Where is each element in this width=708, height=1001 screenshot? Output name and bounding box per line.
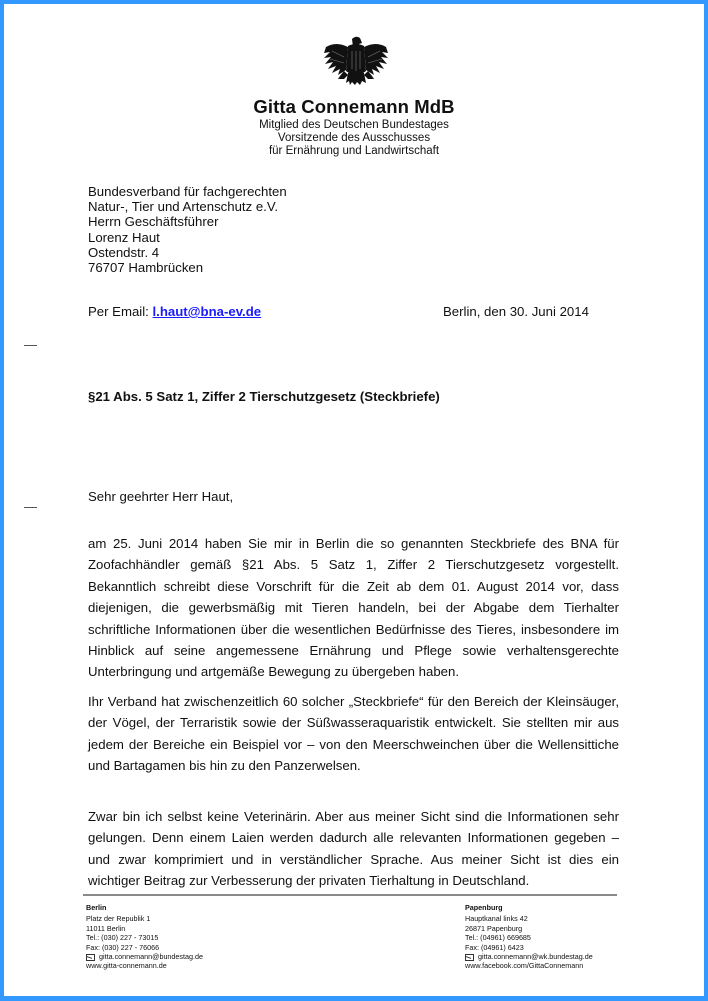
recipient-line: Lorenz Haut xyxy=(88,229,160,245)
footer-heading: Berlin xyxy=(86,903,107,912)
recipient-line: Natur-, Tier und Artenschutz e.V. xyxy=(88,199,279,215)
body-paragraph-2: Ihr Verband hat zwischenzeitlich 60 solcher „Steckbriefe“ für den Bereich der Kleinsäuger, der Vögel, der Terraristik sowie der Süßwasseraquaristik entwickelt. Sie stellten mir aus jedem der Bereiche ein Beispiel vor – von den Meerschweinchen über die Wellensittiche und Bartagamen bis hin zu den Panzerwelsen. xyxy=(88,694,619,774)
recipient-line: Ostendstr. 4 xyxy=(88,244,160,260)
footer-email-row xyxy=(465,952,593,961)
email-line xyxy=(88,304,261,319)
footer-street: Hauptkanal links 42 xyxy=(465,914,528,924)
subject-line: §21 Abs. 5 Satz 1, Ziffer 2 Tierschutzgesetz (Steckbriefe) xyxy=(88,389,440,404)
date-line: Berlin, den 30. Juni 2014 xyxy=(443,304,589,319)
recipient-address xyxy=(88,184,287,275)
footer-office-berlin xyxy=(86,903,203,971)
email-link[interactable]: l.haut@bna-ev.de xyxy=(152,304,262,319)
sender-role-line-1: Mitglied des Deutschen Bundestages xyxy=(259,119,449,131)
footer-city: 11011 Berlin xyxy=(86,923,126,933)
recipient-line: 76707 Hambrücken xyxy=(88,260,204,276)
sender-name: Gitta Connemann MdB xyxy=(253,96,455,117)
letter-page xyxy=(4,4,704,996)
footer-web[interactable]: www.gitta-connemann.de xyxy=(86,961,167,971)
body-paragraph-3: Zwar bin ich selbst keine Veterinärin. Aber aus meiner Sicht sind die Informationen sehr gelungen. Denn einem Laien werden dadurch alle relevanten Informationen gegeben – und zwar komprimiert und in verständlicher Sprache. Aus meiner Sicht ist dies ein wichtiger Beitrag zur Verbesserung der privaten Tierhaltung in Deutschland. xyxy=(88,809,619,889)
footer-tel: Tel.: (030) 227 - 73015 xyxy=(86,933,159,943)
footer-divider xyxy=(83,894,617,896)
footer-street: Platz der Republik 1 xyxy=(86,914,151,924)
footer-city: 26871 Papenburg xyxy=(465,923,523,933)
fold-mark-top xyxy=(24,345,37,346)
footer-office-papenburg xyxy=(465,903,593,971)
sender-role-line-2: Vorsitzende des Ausschusses xyxy=(277,132,431,144)
footer-heading: Papenburg xyxy=(465,903,503,912)
sender-role-line-3: für Ernährung und Landwirtschaft xyxy=(268,145,440,157)
fold-mark-middle xyxy=(24,507,37,508)
mail-icon xyxy=(465,954,474,961)
footer-web[interactable]: www.facebook.com/GittaConnemann xyxy=(465,961,584,971)
footer-email-row xyxy=(86,952,203,961)
recipient-line: Herrn Geschäftsführer xyxy=(88,214,219,230)
footer-tel: Tel.: (04961) 669685 xyxy=(465,933,531,943)
footer-fax: Fax: (030) 227 - 76066 xyxy=(86,942,160,952)
footer-fax: Fax: (04961) 6423 xyxy=(465,942,524,952)
footer-email[interactable]: gitta.connemann@bundestag.de xyxy=(99,952,204,962)
footer-email[interactable]: gitta.connemann@wk.bundestag.de xyxy=(478,952,593,962)
recipient-line: Bundesverband für fachgerechten xyxy=(88,184,287,199)
email-label: Per Email: xyxy=(88,304,153,319)
salutation: Sehr geehrter Herr Haut, xyxy=(88,489,234,504)
federal-eagle-icon xyxy=(322,35,390,91)
mail-icon xyxy=(86,954,95,961)
body-paragraph-1: am 25. Juni 2014 haben Sie mir in Berlin die so genannten Steckbriefe des BNA für Zoofachhändler gemäß §21 Abs. 5 Satz 1, Ziffer 2 Tierschutzgesetz vorgestellt. Bekanntlich schreibt diese Vorschrift für die Zeit ab dem 01. August 2014 vor, dass diejenigen, die gewerbsmäßig mit Tieren handeln, bei der Abgabe dem Tierhalter schriftliche Informationen über die wesentlichen Bedürfnisse des Tieres, insbesondere im Hinblick auf seine angemessene Ernährung und Pflege sowie verhaltensgerechte Unterbringung und artgemäße Bewegung zu übergeben haben. xyxy=(88,536,619,680)
